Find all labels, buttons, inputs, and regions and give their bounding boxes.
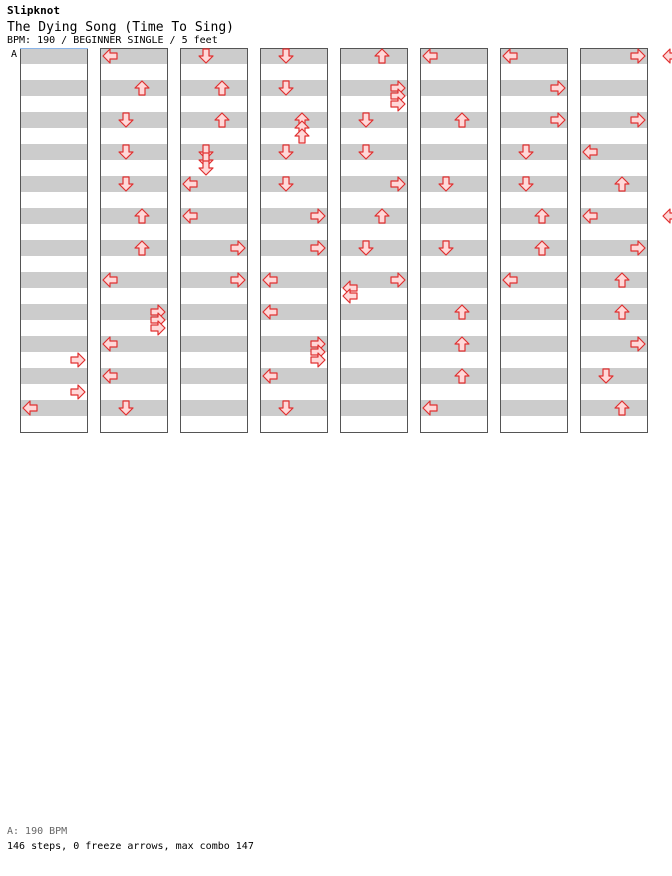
beat-stripe (500, 400, 568, 416)
beat-stripe (580, 80, 648, 96)
right-arrow-note (71, 385, 85, 399)
beat-stripe (580, 368, 648, 384)
down-arrow-note (199, 161, 213, 175)
beat-stripe (420, 144, 488, 160)
beat-stripe (580, 304, 648, 320)
beat-stripe (180, 304, 248, 320)
beat-stripe (260, 48, 328, 64)
beat-stripe (420, 80, 488, 96)
beat-stripe (340, 304, 408, 320)
beat-stripe (340, 208, 408, 224)
beat-stripe (500, 368, 568, 384)
beat-stripe (20, 176, 88, 192)
beat-stripe (500, 240, 568, 256)
beat-stripe (580, 400, 648, 416)
beat-stripe (100, 208, 168, 224)
artist-name: Slipknot (7, 4, 60, 17)
right-arrow-note (71, 353, 85, 367)
beat-stripe (420, 272, 488, 288)
left-arrow-note (663, 49, 672, 63)
beat-stripe (580, 176, 648, 192)
beat-stripe (20, 336, 88, 352)
beat-stripe (180, 80, 248, 96)
beat-stripe (260, 80, 328, 96)
beat-stripe (180, 336, 248, 352)
song-title: The Dying Song (Time To Sing) (7, 20, 234, 35)
beat-stripe (500, 176, 568, 192)
beat-stripe (100, 144, 168, 160)
beat-stripe (340, 144, 408, 160)
chart-info: BPM: 190 / BEGINNER SINGLE / 5 feet (7, 35, 218, 46)
beat-stripe (500, 304, 568, 320)
beat-stripe (180, 112, 248, 128)
beat-stripe (420, 368, 488, 384)
beat-stripe (180, 144, 248, 160)
beat-stripe (340, 240, 408, 256)
beat-stripe (260, 144, 328, 160)
measure-column (500, 48, 568, 433)
beat-stripe (420, 208, 488, 224)
beat-stripe (100, 176, 168, 192)
beat-stripe (20, 368, 88, 384)
beat-stripe (260, 176, 328, 192)
measure-column (180, 48, 248, 433)
beat-stripe (340, 48, 408, 64)
measure-column (420, 48, 488, 433)
beat-stripe (420, 240, 488, 256)
beat-stripe (260, 112, 328, 128)
beat-stripe (340, 336, 408, 352)
beat-stripe (420, 176, 488, 192)
beat-stripe (20, 272, 88, 288)
beat-stripe (20, 208, 88, 224)
beat-stripe (100, 80, 168, 96)
beat-stripe (100, 112, 168, 128)
beat-stripe (420, 304, 488, 320)
beat-stripe (420, 112, 488, 128)
beat-stripe (100, 240, 168, 256)
beat-stripe (100, 400, 168, 416)
beat-stripe (500, 144, 568, 160)
bpm-legend: A: 190 BPM (7, 826, 68, 837)
beat-stripe (180, 368, 248, 384)
beat-stripe (420, 336, 488, 352)
beat-stripe (20, 112, 88, 128)
measure-column (580, 48, 648, 433)
beat-stripe (20, 144, 88, 160)
beat-stripe (260, 400, 328, 416)
beat-stripe (20, 240, 88, 256)
beat-stripe (500, 208, 568, 224)
up-arrow-note (295, 129, 309, 143)
chart-stats: 146 steps, 0 freeze arrows, max combo 147 (7, 841, 254, 852)
beat-stripe (340, 400, 408, 416)
bpm-marker: A (11, 49, 18, 60)
beat-stripe (580, 272, 648, 288)
beat-stripe (20, 304, 88, 320)
beat-stripe (180, 48, 248, 64)
measure-column (20, 48, 88, 433)
beat-stripe (340, 368, 408, 384)
beat-stripe (340, 112, 408, 128)
beat-stripe (500, 336, 568, 352)
left-arrow-note (663, 209, 672, 223)
beat-stripe (180, 400, 248, 416)
beat-stripe (20, 80, 88, 96)
beat-stripe (20, 48, 88, 64)
